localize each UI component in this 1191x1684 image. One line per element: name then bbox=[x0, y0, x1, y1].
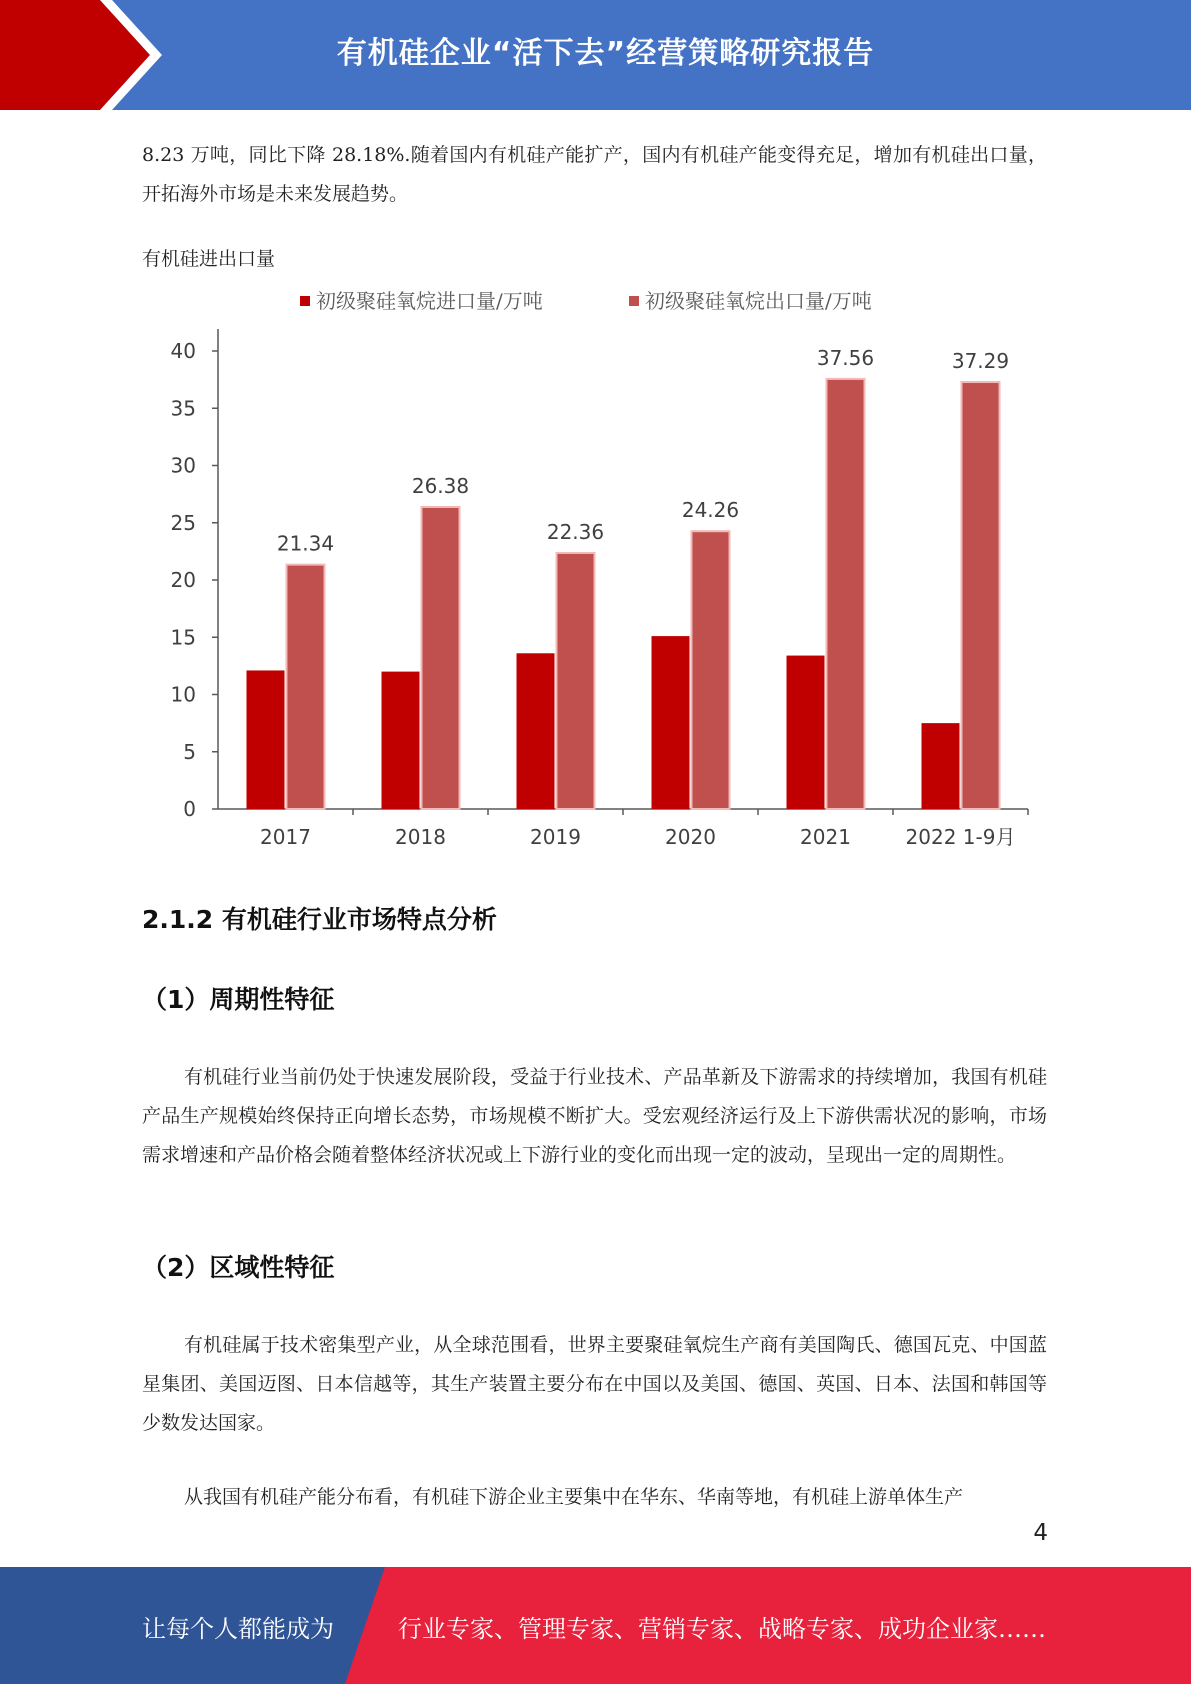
paragraph-cyclical: 有机硅行业当前仍处于快速发展阶段，受益于行业技术、产品革新及下游需求的持续增加，我国有机硅产品生产规模始终保持正向增长态势，市场规模不断扩大。受宏观经济运行及上下游供需状况的影响，市场需求增速和产品价格会随着整体经济状况或上下游行业的变化而出现一定的波动，呈现出一定的周期性。 bbox=[142, 1066, 1047, 1166]
data-label: 21.34 bbox=[276, 531, 335, 556]
y-tick-label: 40 bbox=[170, 339, 196, 363]
y-tick-label: 25 bbox=[170, 510, 196, 535]
bar-import bbox=[787, 656, 825, 809]
report-title: 有机硅企业“活下去”经营策略研究报告 bbox=[336, 36, 875, 71]
data-label: 24.26 bbox=[681, 498, 740, 523]
legend-swatch bbox=[629, 296, 639, 306]
y-tick-label: 30 bbox=[170, 453, 196, 478]
subsection-heading-regional: （2）区域性特征 bbox=[142, 1253, 335, 1282]
x-tick-label: 2017 bbox=[260, 825, 311, 849]
bar-export bbox=[962, 382, 1000, 809]
bar-import bbox=[382, 672, 420, 809]
y-tick-label: 20 bbox=[170, 568, 196, 592]
y-tick-label: 35 bbox=[170, 396, 196, 421]
import-export-bar-chart bbox=[140, 280, 1040, 860]
bar-import bbox=[922, 723, 960, 809]
bar-import bbox=[652, 636, 690, 809]
chart-caption: 有机硅进出口量 bbox=[142, 248, 276, 270]
footer-slogan-right: 行业专家、管理专家、营销专家、战略专家、成功企业家…… bbox=[398, 1615, 1046, 1643]
x-tick-label: 2018 bbox=[395, 825, 446, 849]
footer-slogan-left: 让每个人都能成为 bbox=[142, 1615, 334, 1643]
subsection-heading-cyclical: （1）周期性特征 bbox=[142, 985, 335, 1014]
bar-export bbox=[557, 553, 595, 809]
section-heading: 2.1.2 有机硅行业市场特点分析 bbox=[142, 905, 497, 934]
bar-import bbox=[247, 670, 285, 809]
x-tick-label: 2021 bbox=[800, 825, 851, 849]
bar-export bbox=[287, 565, 325, 809]
data-label: 26.38 bbox=[411, 473, 470, 498]
bar-export bbox=[827, 379, 865, 809]
data-label: 37.29 bbox=[951, 349, 1010, 374]
y-tick-label: 10 bbox=[170, 682, 196, 707]
x-tick-label: 2022 1-9月 bbox=[905, 825, 1016, 849]
data-label: 37.56 bbox=[816, 345, 875, 370]
legend-label: 初级聚硅氧烷进口量/万吨 bbox=[316, 289, 543, 313]
page-number: 4 bbox=[1033, 1520, 1048, 1546]
y-tick-label: 15 bbox=[170, 625, 196, 650]
paragraph-regional-1: 有机硅属于技术密集型产业，从全球范围看，世界主要聚硅氧烷生产商有美国陶氏、德国瓦克、中国蓝星集团、美国迈图、日本信越等，其生产装置主要分布在中国以及美国、德国、英国、日本、法国和韩国等少数发达国家。 bbox=[142, 1334, 1047, 1434]
bar-export bbox=[422, 507, 460, 809]
x-tick-label: 2020 bbox=[665, 825, 716, 849]
legend-label: 初级聚硅氧烷出口量/万吨 bbox=[645, 289, 872, 313]
y-tick-label: 0 bbox=[183, 797, 196, 821]
data-label: 22.36 bbox=[546, 519, 605, 544]
page-footer bbox=[0, 1567, 1191, 1684]
paragraph-regional-2: 从我国有机硅产能分布看，有机硅下游企业主要集中在华东、华南等地，有机硅上游单体生产 bbox=[184, 1486, 964, 1508]
y-tick-label: 5 bbox=[183, 739, 196, 764]
page-header bbox=[0, 0, 1191, 110]
x-tick-label: 2019 bbox=[530, 825, 581, 849]
bar-export bbox=[692, 531, 730, 809]
legend-swatch bbox=[300, 296, 310, 306]
intro-paragraph: 8.23 万吨，同比下降 28.18%.随着国内有机硅产能扩产，国内有机硅产能变得充足，增加有机硅出口量，开拓海外市场是未来发展趋势。 bbox=[142, 144, 1047, 205]
bar-import bbox=[517, 653, 555, 809]
